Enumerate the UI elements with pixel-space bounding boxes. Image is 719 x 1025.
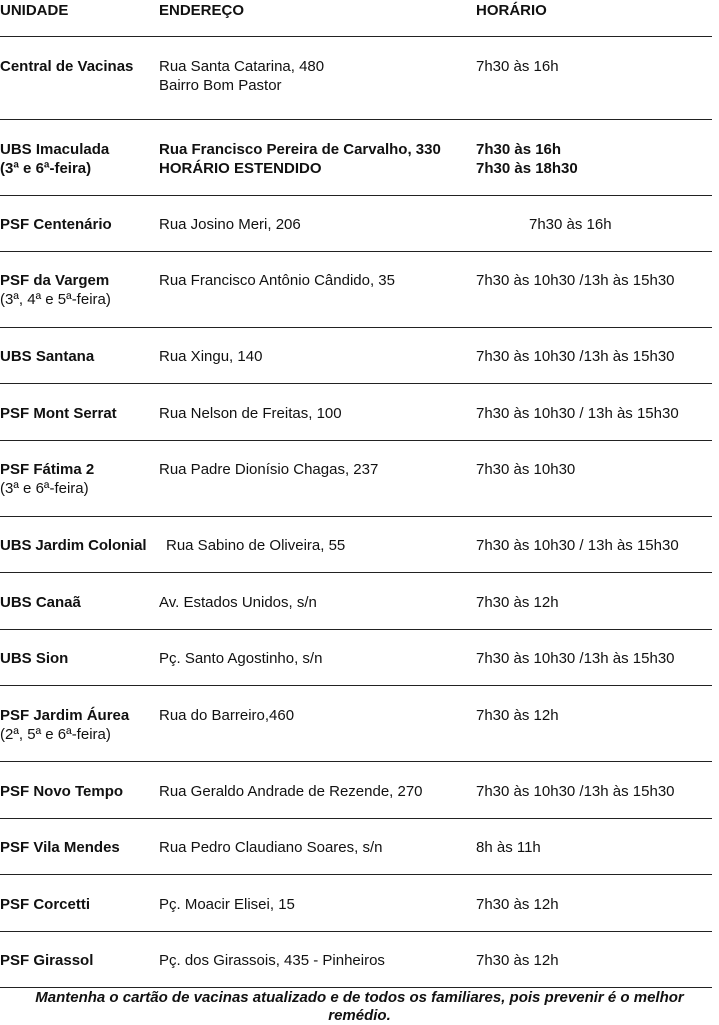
address-cell	[159, 649, 322, 668]
address-cell	[159, 593, 317, 612]
address-line: Pç. Santo Agostinho, s/n	[159, 650, 323, 667]
footer-line: remédio.	[328, 1007, 391, 1024]
hours-line: 7h30 às 10h30 / 13h às 15h30	[476, 537, 679, 554]
unit-name: UBS Sion	[0, 650, 69, 667]
footer-note	[0, 989, 719, 1025]
unit-cell	[0, 838, 120, 857]
unit-name: PSF Fátima 2	[0, 461, 95, 478]
unit-name: Central de Vacinas	[0, 58, 134, 75]
unit-days: (3ª, 4ª e 5ª-feira)	[0, 291, 111, 308]
divider	[0, 195, 712, 196]
hours-cell	[476, 838, 541, 857]
address-cell	[159, 460, 378, 479]
address-line: Bairro Bom Pastor	[159, 77, 282, 94]
unit-name: UBS Canaã	[0, 594, 81, 611]
table-header	[0, 1, 719, 23]
hours-line: 7h30 às 12h	[476, 952, 559, 969]
divider	[0, 761, 712, 762]
address-line: Rua Xingu, 140	[159, 348, 263, 365]
header-hours: HORÁRIO	[476, 2, 547, 19]
address-cell	[159, 706, 294, 725]
address-line: Rua do Barreiro,460	[159, 707, 295, 724]
unit-days: (3ª e 6ª-feira)	[0, 160, 92, 177]
divider	[0, 685, 712, 686]
unit-cell	[0, 271, 111, 309]
unit-cell	[0, 706, 129, 744]
divider	[0, 327, 712, 328]
divider	[0, 251, 712, 252]
address-line: Pç. Moacir Elisei, 15	[159, 896, 295, 913]
divider	[0, 818, 712, 819]
divider	[0, 516, 712, 517]
hours-cell	[476, 404, 679, 423]
hours-line: 7h30 às 10h30 /13h às 15h30	[476, 783, 675, 800]
address-cell	[159, 215, 301, 234]
unit-cell	[0, 951, 93, 970]
hours-line: 7h30 às 16h	[476, 141, 562, 158]
address-cell	[159, 838, 382, 857]
address-line: Rua Sabino de Oliveira, 55	[166, 537, 346, 554]
unit-cell	[0, 140, 109, 178]
unit-cell	[0, 404, 117, 423]
divider	[0, 36, 712, 37]
unit-name: PSF Corcetti	[0, 896, 91, 913]
unit-cell	[0, 347, 94, 366]
address-cell	[159, 782, 423, 801]
header-unit: UNIDADE	[0, 2, 69, 19]
hours-cell	[476, 706, 559, 725]
hours-cell	[529, 215, 612, 234]
unit-cell	[0, 215, 112, 234]
unit-name: UBS Jardim Colonial	[0, 537, 147, 554]
hours-line: 8h às 11h	[476, 839, 541, 856]
hours-cell	[476, 951, 559, 970]
hours-line: 7h30 às 16h	[529, 216, 612, 233]
unit-days: (3ª e 6ª-feira)	[0, 480, 89, 497]
hours-cell	[476, 57, 559, 76]
divider	[0, 931, 712, 932]
address-cell	[159, 271, 395, 290]
header-address: ENDEREÇO	[159, 2, 245, 19]
hours-cell	[476, 140, 578, 178]
extended-hours-label: HORÁRIO ESTENDIDO	[159, 160, 322, 177]
hours-cell	[476, 649, 675, 668]
footer-line: Mantenha o cartão de vacinas atualizado e de todos os familiares, pois prevenir é o melhor	[35, 989, 684, 1006]
unit-cell	[0, 593, 81, 612]
divider	[0, 119, 712, 120]
address-line: Pç. dos Girassois, 435 - Pinheiros	[159, 952, 385, 969]
address-cell	[166, 536, 345, 555]
hours-line: 7h30 às 16h	[476, 58, 559, 75]
unit-name: PSF Novo Tempo	[0, 783, 124, 800]
hours-cell	[476, 782, 675, 801]
hours-line: 7h30 às 10h30 /13h às 15h30	[476, 272, 675, 289]
address-line: Rua Santa Catarina, 480	[159, 58, 325, 75]
address-cell	[159, 347, 262, 366]
address-line: Rua Josino Meri, 206	[159, 216, 301, 233]
unit-cell	[0, 782, 123, 801]
unit-name: PSF da Vargem	[0, 272, 110, 289]
hours-line: 7h30 às 10h30 /13h às 15h30	[476, 650, 675, 667]
hours-cell	[476, 895, 559, 914]
unit-name: UBS Imaculada	[0, 141, 110, 158]
address-line: Rua Padre Dionísio Chagas, 237	[159, 461, 379, 478]
divider	[0, 383, 712, 384]
unit-name: PSF Mont Serrat	[0, 405, 117, 422]
unit-name: PSF Girassol	[0, 952, 94, 969]
hours-line: 7h30 às 10h30 /13h às 15h30	[476, 348, 675, 365]
address-line: Rua Nelson de Freitas, 100	[159, 405, 342, 422]
divider	[0, 987, 712, 988]
address-line: Rua Geraldo Andrade de Rezende, 270	[159, 783, 423, 800]
address-cell	[159, 140, 441, 178]
address-cell	[159, 404, 342, 423]
address-line: Rua Francisco Antônio Cândido, 35	[159, 272, 395, 289]
address-cell	[159, 57, 324, 95]
unit-cell	[0, 895, 90, 914]
unit-name: UBS Santana	[0, 348, 95, 365]
unit-days: (2ª, 5ª e 6ª-feira)	[0, 726, 111, 743]
hours-line: 7h30 às 18h30	[476, 160, 578, 177]
hours-line: 7h30 às 12h	[476, 707, 559, 724]
hours-line: 7h30 às 12h	[476, 594, 559, 611]
hours-cell	[476, 347, 675, 366]
hours-line: 7h30 às 10h30	[476, 461, 576, 478]
divider	[0, 874, 712, 875]
unit-cell	[0, 57, 133, 76]
address-cell	[159, 895, 295, 914]
hours-cell	[476, 536, 679, 555]
unit-cell	[0, 460, 94, 498]
divider	[0, 572, 712, 573]
address-line: Rua Pedro Claudiano Soares, s/n	[159, 839, 383, 856]
address-cell	[159, 951, 385, 970]
unit-cell	[0, 536, 146, 555]
address-line: Rua Francisco Pereira de Carvalho, 330	[159, 141, 441, 158]
hours-line: 7h30 às 10h30 / 13h às 15h30	[476, 405, 679, 422]
divider	[0, 629, 712, 630]
hours-cell	[476, 271, 675, 290]
hours-cell	[476, 593, 559, 612]
unit-cell	[0, 649, 68, 668]
address-line: Av. Estados Unidos, s/n	[159, 594, 317, 611]
hours-cell	[476, 460, 575, 479]
divider	[0, 440, 712, 441]
unit-name: PSF Vila Mendes	[0, 839, 120, 856]
hours-line: 7h30 às 12h	[476, 896, 559, 913]
unit-name: PSF Centenário	[0, 216, 112, 233]
unit-name: PSF Jardim Áurea	[0, 707, 130, 724]
